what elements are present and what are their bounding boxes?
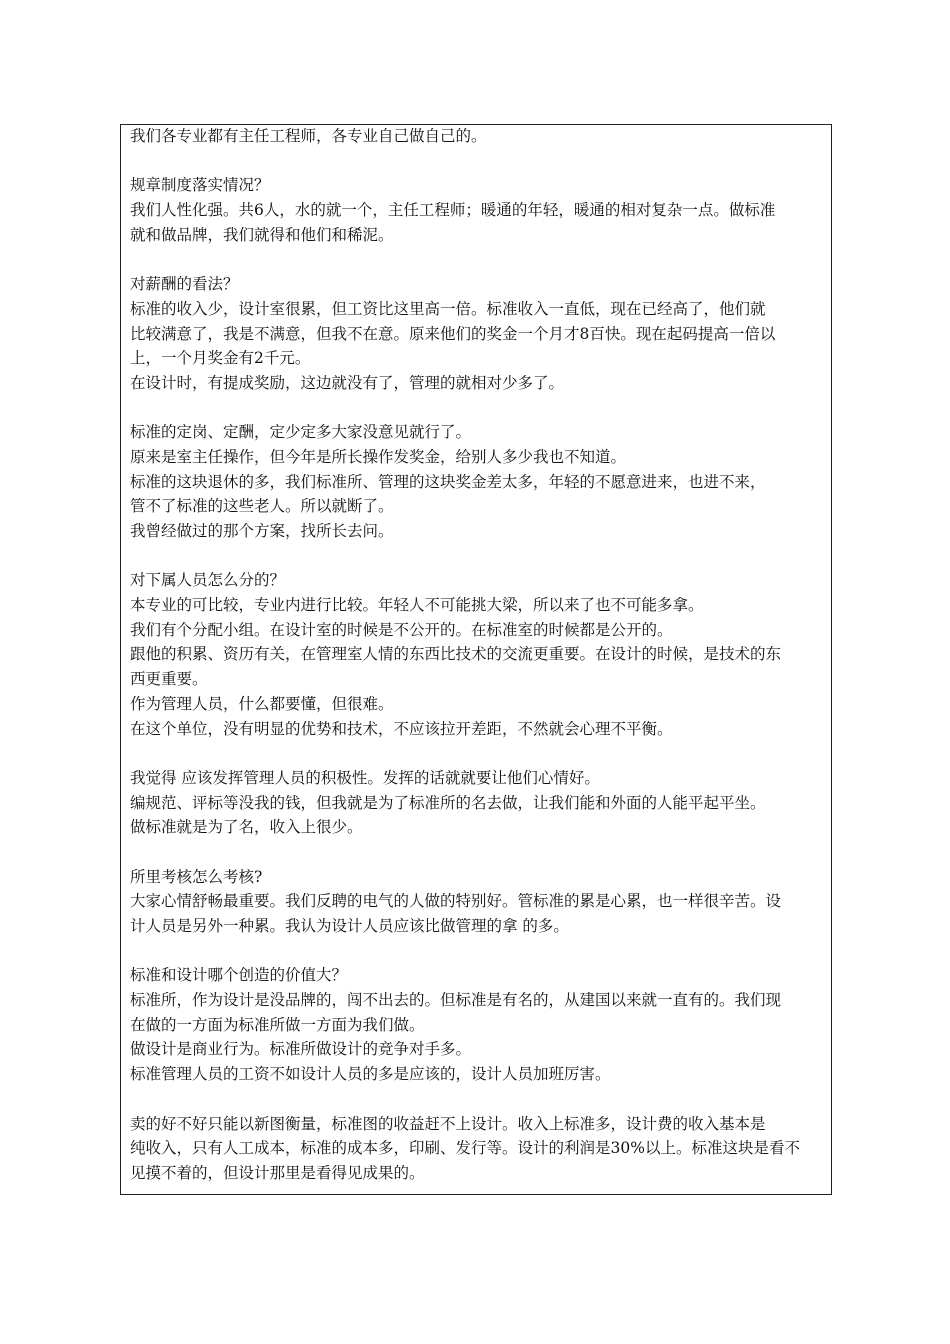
text-line: 本专业的可比较，专业内进行比较。年轻人不可能挑大梁，所以来了也不可能多拿。: [130, 596, 704, 615]
text-line: 在这个单位，没有明显的优势和技术，不应该拉开差距，不然就会心理不平衡。: [130, 719, 673, 738]
text-line: 作为管理人员，什么都要懂，但很难。: [130, 694, 394, 713]
text-line: 上，一个月奖金有2千元。: [130, 349, 311, 368]
text-line: 标准的收入少，设计室很累，但工资比这里高一倍。标准收入一直低，现在已经高了，他们就: [130, 299, 766, 318]
blank-line: [130, 741, 830, 766]
text-line: 在设计时，有提成奖励，这边就没有了，管理的就相对少多了。: [130, 373, 565, 392]
text-line: 计人员是另外一种累。我认为设计人员应该比做管理的拿 的多。: [130, 917, 569, 935]
text-line: 我曾经做过的那个方案，找所长去问。: [130, 522, 394, 540]
text-line: 我们人性化强。共6人，水的就一个，主任工程师；暖通的年轻，暖通的相对复杂一点。做标准: [130, 201, 776, 220]
text-line: 我们各专业都有主任工程师，各专业自己做自己的。: [130, 127, 487, 145]
text-line: 就和做品牌，我们就得和他们和稀泥。: [130, 225, 394, 244]
text-line: 所里考核怎么考核?: [130, 867, 263, 886]
blank-line: [130, 396, 830, 421]
text-line: 纯收入，只有人工成本，标准的成本多，印刷、发行等。设计的利润是30%以上。标准这块是看不: [130, 1139, 800, 1158]
text-line: 管不了标准的这些老人。所以就断了。: [130, 497, 394, 516]
text-line: 编规范、评标等没我的钱，但我就是为了标准所的名去做，让我们能和外面的人能平起平坐。: [130, 793, 766, 812]
blank-line: [130, 939, 830, 964]
text-line: 标准的定岗、定酬，定少定多大家没意见就行了。: [130, 423, 472, 442]
text-line: 卖的好不好只能以新图衡量，标准图的收益赶不上设计。收入上标准多，设计费的收入基本是: [130, 1114, 766, 1133]
text-line: 原来是室主任操作，但今年是所长操作发奖金，给别人多少我也不知道。: [130, 447, 627, 466]
text-line: 规章制度落实情况？: [130, 176, 270, 195]
text-line: 做设计是商业行为。标准所做设计的竞争对手多。: [130, 1040, 472, 1059]
text-line: 西更重要。: [130, 670, 208, 689]
text-line: 标准所，作为设计是没品牌的，闯不出去的。但标准是有名的，从建国以来就一直有的。我们现: [130, 991, 782, 1010]
text-line: 标准和设计哪个创造的价值大？: [130, 966, 348, 985]
text-line: 做标准就是为了名，收入上很少。: [130, 818, 363, 837]
text-line: 我觉得 应该发挥管理人员的积极性。发挥的话就就要让他们心情好。: [130, 768, 600, 787]
blank-line: [130, 840, 830, 865]
blank-line: [130, 1087, 830, 1112]
interview-notes-text: [130, 124, 830, 1186]
blank-line: [130, 149, 830, 174]
text-line: 比较满意了，我是不满意，但我不在意。原来他们的奖金一个月才8百快。现在起码提高一倍以: [130, 324, 776, 343]
blank-line: [130, 544, 830, 569]
text-line: 见摸不着的，但设计那里是看得见成果的。: [130, 1163, 425, 1182]
text-line: 对下属人员怎么分的？: [130, 571, 286, 590]
text-line: 大家心情舒畅最重要。我们反聘的电气的人做的特别好。管标准的累是心累，也一样很辛苦。设: [130, 892, 782, 911]
text-line: 在做的一方面为标准所做一方面为我们做。: [130, 1015, 425, 1034]
text-line: 标准管理人员的工资不如设计人员的多是应该的，设计人员加班厉害。: [130, 1065, 611, 1084]
text-line: 对薪酬的看法？: [130, 275, 239, 294]
text-line: 我们有个分配小组。在设计室的时候是不公开的。在标准室的时候都是公开的。: [130, 620, 673, 639]
text-line: 标准的这块退休的多，我们标准所、管理的这块奖金差太多，年轻的不愿意进来，也进不来，: [130, 472, 766, 491]
blank-line: [130, 247, 830, 272]
text-line: 跟他的积累、资历有关，在管理室人情的东西比技术的交流更重要。在设计的时候，是技术的东: [130, 645, 782, 664]
